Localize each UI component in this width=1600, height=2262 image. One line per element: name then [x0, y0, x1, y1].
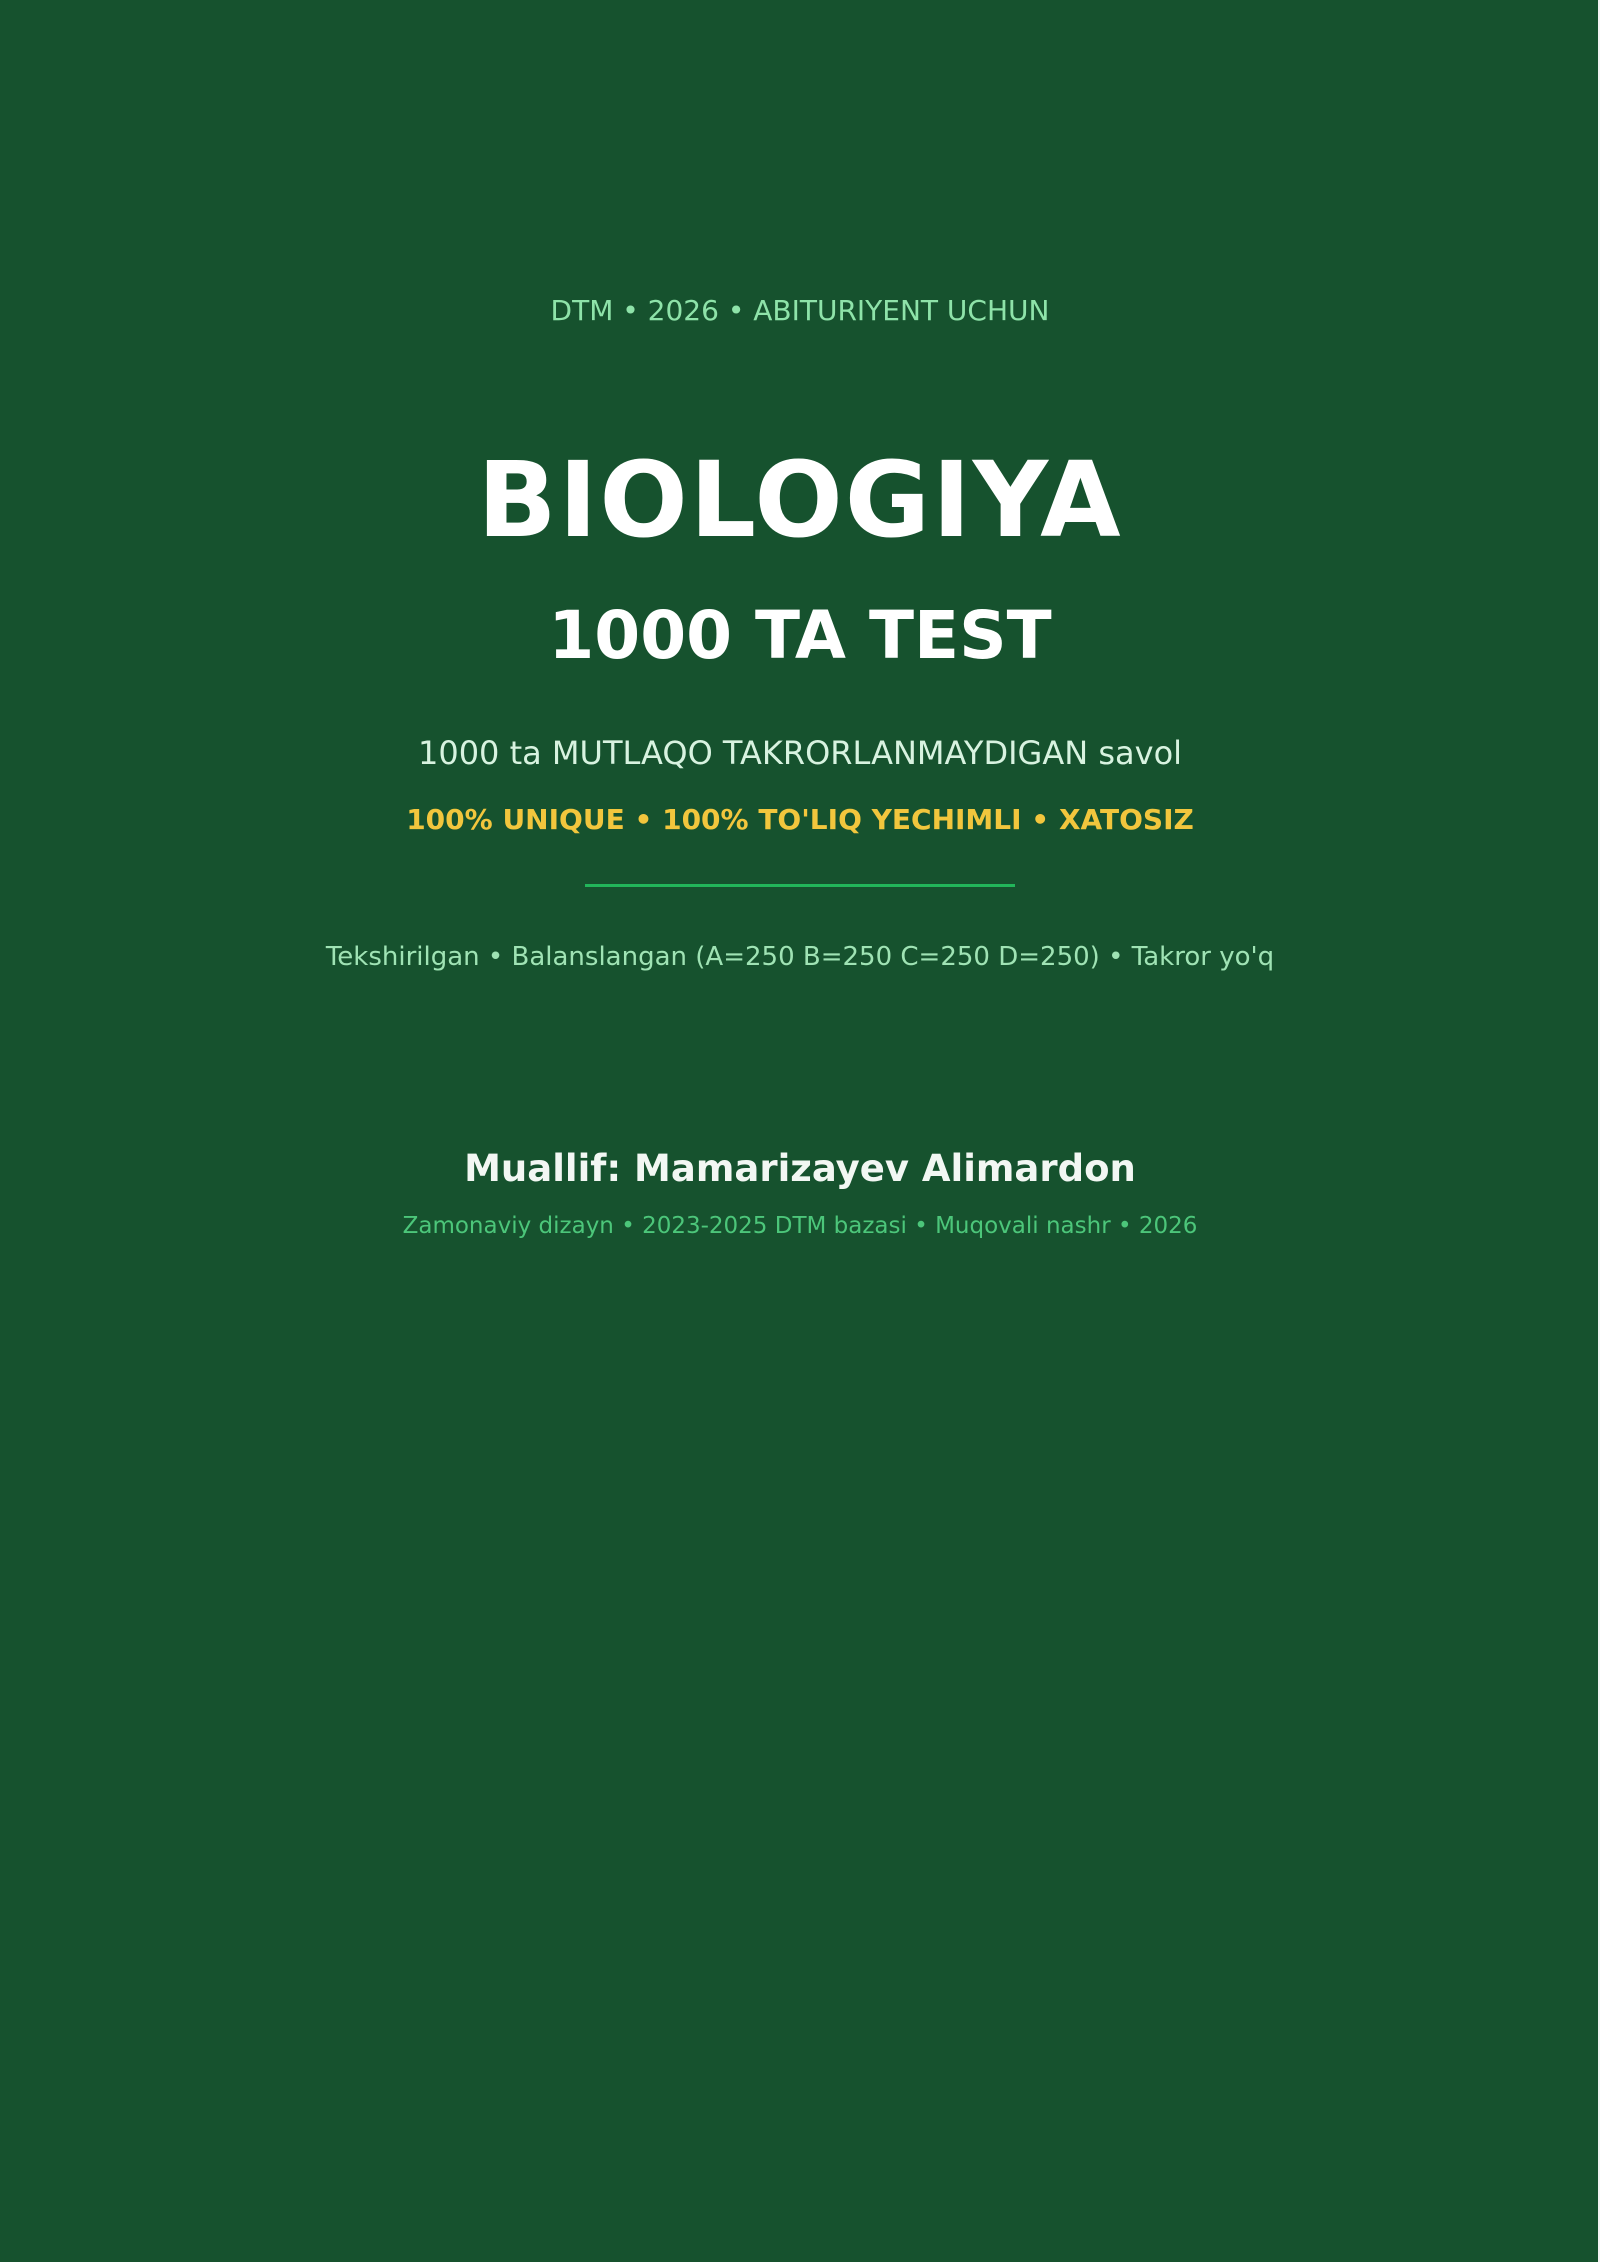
cover-footer: Zamonaviy dizayn • 2023-2025 DTM bazasi • Muqovali nashr • 2026: [402, 1213, 1198, 1239]
cover-meta: Tekshirilgan • Balanslangan (A=250 B=250 C=250 D=250) • Takror yo'q: [325, 942, 1275, 972]
cover-description: 1000 ta MUTLAQO TAKRORLANMAYDIGAN savol: [417, 734, 1183, 772]
cover-kicker: DTM • 2026 • ABITURIYENT UCHUN: [550, 294, 1050, 327]
cover-divider: [585, 884, 1015, 887]
cover-author: Muallif: Mamarizayev Alimardon: [464, 1147, 1136, 1190]
cover-subtitle: 1000 TA TEST: [548, 597, 1052, 674]
cover-highlight: 100% UNIQUE • 100% TO'LIQ YECHIMLI • XATOSIZ: [406, 803, 1194, 836]
cover-title: BIOLOGIYA: [477, 439, 1123, 561]
